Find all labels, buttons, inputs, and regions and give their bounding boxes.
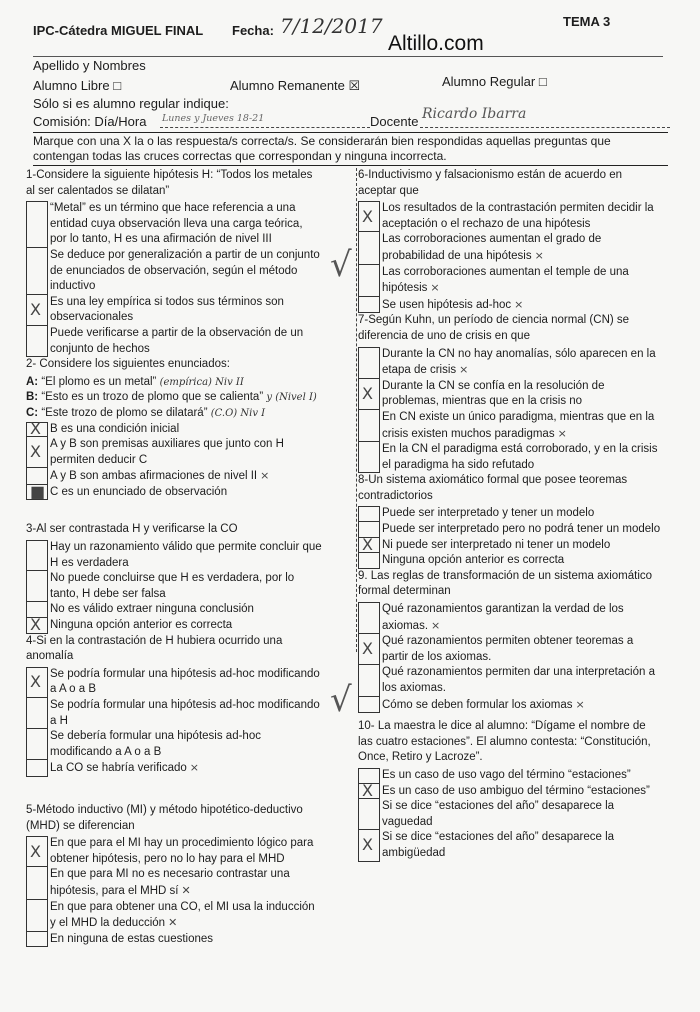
- answer-checkbox[interactable]: [358, 602, 380, 634]
- answer-checkbox[interactable]: [358, 535, 380, 555]
- question-stem: 9. Las reglas de transformación de un sistema axiomático formal determinan: [358, 569, 653, 598]
- option-q8-3[interactable]: [358, 553, 662, 569]
- grader-cross-icon: ×: [575, 697, 585, 711]
- option-text: Las corroboraciones aumentan el grado de probabilidad de una hipótesis: [382, 233, 602, 262]
- option-q10-2[interactable]: [358, 799, 662, 830]
- alumno-remanente-checkbox[interactable]: ☒: [348, 78, 361, 93]
- statement-text: “Este trozo de plomo se dilatará”: [41, 406, 211, 419]
- instructions: Marque con una X la o las respuesta/s correcta/s. Se considerarán bien respondidas aquellas preguntas que contengan todas las cruces correctas que correspondan y ninguna incorrecta.: [33, 134, 611, 163]
- x-mark-icon: X: [30, 841, 41, 861]
- grader-cross-icon: ×: [557, 426, 567, 440]
- option-text: Ninguna opción anterior es correcta: [50, 619, 233, 632]
- option-text: En ninguna de estas cuestiones: [50, 932, 214, 945]
- option-text: En CN existe un único paradigma, mientras que en la crisis existen muchos paradigmas: [382, 410, 655, 440]
- apellido-label: Apellido y Nombres: [33, 58, 146, 73]
- option-text: Es una ley empírica si todos sus términos son observacionales: [50, 295, 284, 324]
- right-column: [358, 168, 662, 862]
- option-text: Se deduce por generalización a partir de un conjunto de enunciados de observación, según el método inductivo: [50, 248, 320, 293]
- option-text: Si se dice “estaciones del año” desaparece la vaguedad: [382, 800, 615, 828]
- option-text: Hay un razonamiento válido que permite concluir que H es verdadera: [50, 541, 322, 569]
- answer-checkbox[interactable]: [358, 665, 380, 696]
- answer-checkbox[interactable]: [26, 326, 48, 357]
- question-stem: 1-Considere la siguiente hipótesis H: “Todos los metales al ser calentados se dilatan”: [26, 169, 313, 197]
- answer-checkbox[interactable]: [26, 836, 48, 867]
- x-mark-icon: X: [30, 615, 41, 635]
- question-q6: [358, 168, 662, 313]
- answer-checkbox[interactable]: [26, 729, 48, 760]
- option-q10-0[interactable]: [358, 768, 662, 784]
- option-text: Qué razonamientos permiten obtener teoremas a partir de los axiomas.: [382, 635, 634, 663]
- option-q5-2[interactable]: [26, 900, 322, 932]
- watermark-altillo: Altillo.com: [388, 32, 484, 55]
- x-mark-icon: X: [30, 672, 41, 692]
- grader-cross-icon: ×: [260, 469, 270, 483]
- option-text: Se usen hipótesis ad-hoc: [382, 298, 512, 311]
- option-text: Ni puede ser interpretado ni tener un modelo: [382, 538, 611, 551]
- x-mark-icon: X: [30, 419, 41, 439]
- option-text: En que para el MI hay un procedimiento lógico para obtener hipótesis, pero no lo hay para el MHD: [50, 837, 314, 865]
- answer-checkbox[interactable]: [358, 781, 380, 801]
- answer-checkbox[interactable]: [26, 760, 48, 777]
- option-text: Se podría formular una hipótesis ad-hoc modificando a A o a B: [50, 667, 320, 696]
- option-q9-3[interactable]: [358, 697, 662, 714]
- option-text: Las corroboraciones aumentan el temple de una hipótesis: [382, 265, 629, 295]
- option-q6-0[interactable]: [358, 201, 662, 232]
- answer-checkbox[interactable]: [358, 634, 380, 665]
- statement-note: (C.O) Niv I: [210, 407, 266, 419]
- answer-checkbox[interactable]: [358, 201, 380, 232]
- option-text: C es un enunciado de observación: [50, 485, 228, 498]
- x-mark-icon: X: [362, 835, 373, 855]
- answer-checkbox[interactable]: [26, 900, 48, 932]
- answer-checkbox[interactable]: [358, 379, 380, 410]
- grader-cross-icon: ×: [534, 248, 544, 262]
- alumno-regular-checkbox[interactable]: □: [538, 74, 547, 89]
- option-text: Cómo se deben formular los axiomas: [382, 698, 573, 711]
- option-q1-1[interactable]: [26, 248, 322, 295]
- answer-checkbox[interactable]: [358, 697, 380, 714]
- question-q5: [26, 803, 322, 947]
- option-text: La CO se habría verificado: [50, 762, 187, 775]
- grader-check-icon: √: [330, 245, 352, 285]
- option-text: No es válido extraer ninguna conclusión: [50, 603, 254, 616]
- option-text: Ninguna opción anterior es correcta: [382, 554, 565, 567]
- option-text: A y B son premisas auxiliares que junto con H permiten deducir C: [50, 438, 284, 466]
- option-q2-2[interactable]: [26, 468, 322, 485]
- option-text: Puede ser interpretado y tener un modelo: [382, 507, 595, 520]
- option-q10-3[interactable]: [358, 830, 662, 861]
- grader-cross-icon: ✕: [181, 883, 191, 897]
- answer-checkbox[interactable]: [358, 799, 380, 830]
- option-text: B es una condición inicial: [50, 422, 180, 435]
- option-text: Se debería formular una hipótesis ad-hoc modificando a A o a B: [50, 730, 261, 758]
- solo-si-label: Sólo si es alumno regular indique:: [33, 96, 229, 111]
- comision-label: Comisión: Día/Hora: [33, 114, 147, 129]
- answer-checkbox[interactable]: [358, 297, 380, 314]
- docente-value: Ricardo Ibarra: [422, 106, 527, 122]
- option-q7-0[interactable]: [358, 347, 662, 379]
- grader-cross-icon: ×: [514, 297, 524, 311]
- option-q1-3[interactable]: [26, 326, 322, 357]
- option-text: Los resultados de la contrastación permiten decidir la aceptación o el rechazo de una hipótesis: [382, 202, 654, 230]
- docente-label: Docente: [370, 114, 419, 129]
- answer-checkbox[interactable]: [26, 482, 48, 502]
- option-text: A y B son ambas afirmaciones de nivel II: [50, 470, 258, 483]
- fecha-value: 7/12/2017: [280, 14, 383, 38]
- x-mark-icon: X: [362, 781, 373, 801]
- option-q9-2[interactable]: [358, 665, 662, 696]
- answer-checkbox[interactable]: [358, 265, 380, 297]
- answer-checkbox[interactable]: [26, 867, 48, 899]
- statement-0: [26, 375, 322, 391]
- option-q7-1[interactable]: [358, 379, 662, 410]
- option-q7-2[interactable]: [358, 410, 662, 442]
- statement-label: C:: [26, 406, 42, 419]
- option-text: Puede verificarse a partir de la observación de un conjunto de hechos: [50, 326, 304, 355]
- option-q4-3[interactable]: [26, 760, 322, 777]
- option-q4-1[interactable]: [26, 698, 322, 729]
- statement-2: [26, 406, 322, 422]
- option-text: Durante la CN se confía en la resolución de problemas, mientras que en la crisis no: [382, 379, 605, 408]
- answer-checkbox[interactable]: [358, 442, 380, 473]
- question-q2: [26, 357, 322, 500]
- question-q8: [358, 473, 662, 569]
- option-q6-3[interactable]: [358, 297, 662, 314]
- answer-checkbox[interactable]: [26, 667, 48, 698]
- grader-cross-icon: ×: [430, 281, 440, 295]
- option-q9-1[interactable]: [358, 634, 662, 665]
- option-q4-0[interactable]: [26, 667, 322, 698]
- option-text: Es un caso de uso vago del término “estaciones”: [382, 768, 631, 781]
- question-stem: 8-Un sistema axiomático formal que posee teoremas contradictorios: [358, 474, 628, 502]
- answer-checkbox[interactable]: [358, 232, 380, 264]
- option-q9-0[interactable]: [358, 602, 662, 634]
- question-stem: 3-Al ser contrastada H y verificarse la CO: [26, 523, 238, 536]
- question-stem: 6-Inductivismo y falsacionismo están de acuerdo en aceptar que: [358, 169, 623, 197]
- x-mark-icon: X: [362, 206, 373, 226]
- tema-label: TEMA 3: [563, 14, 611, 29]
- statement-note: y (Nivel I): [266, 392, 317, 404]
- question-q3: [26, 522, 322, 633]
- answer-checkbox[interactable]: [26, 540, 48, 571]
- question-stem: 5-Método inductivo (MI) y método hipotético-deductivo (MHD) se diferencian: [26, 803, 303, 832]
- answer-checkbox[interactable]: [26, 248, 48, 295]
- question-q1: [26, 168, 322, 357]
- option-q3-0[interactable]: [26, 540, 322, 571]
- option-text: Si se dice “estaciones del año” desaparece la ambigüedad: [382, 831, 615, 859]
- option-q2-0[interactable]: [26, 419, 322, 439]
- option-q8-2[interactable]: [358, 535, 662, 555]
- answer-checkbox[interactable]: [358, 347, 380, 379]
- x-mark-icon: X: [362, 535, 373, 555]
- grader-cross-icon: ×: [431, 618, 441, 632]
- alumno-remanente: Alumno Remanente ☒: [230, 78, 361, 93]
- question-q4: [26, 634, 322, 777]
- alumno-regular: Alumno Regular □: [442, 74, 547, 89]
- answer-checkbox[interactable]: [26, 932, 48, 948]
- statement-text: “El plomo es un metal”: [41, 375, 160, 388]
- option-text: No puede concluirse que H es verdadera, por lo tanto, H debe ser falsa: [50, 572, 295, 600]
- x-mark-icon: X: [362, 639, 373, 659]
- statement-label: B:: [26, 391, 42, 404]
- option-text: Durante la CN no hay anomalías, sólo aparecen en la etapa de crisis: [382, 347, 656, 377]
- x-mark-icon: ■: [30, 482, 46, 502]
- option-q3-3[interactable]: [26, 615, 322, 635]
- option-q2-1[interactable]: [26, 437, 322, 468]
- option-text: Qué razonamientos garantizan la verdad de los axiomas.: [382, 603, 624, 632]
- answer-checkbox[interactable]: [26, 201, 48, 248]
- grader-cross-icon: ✕: [168, 916, 178, 930]
- answer-checkbox[interactable]: [26, 437, 48, 468]
- alumno-libre: Alumno Libre □: [33, 78, 122, 93]
- question-stem: 10- La maestra le dice al alumno: “Dígame el nombre de las cuatro estaciones”. El alumno contesta: “Constitución, Once, Retiro y Lacroze”.: [358, 720, 651, 764]
- left-column: [26, 168, 322, 947]
- option-q5-3[interactable]: [26, 932, 322, 948]
- question-stem: 7-Según Kuhn, un período de ciencia normal (CN) se diferencia de uno de crisis en que: [358, 314, 630, 342]
- option-text: “Metal” es un término que hace referencia a una entidad cuya observación lleva una carga teórica, por lo tanto, H es una afirmación de nivel III: [50, 202, 303, 246]
- grader-cross-icon: ×: [189, 761, 200, 775]
- option-text: En la CN el paradigma está corroborado, y en la crisis el paradigma ha sido refutado: [382, 443, 658, 471]
- grader-check-icon-2: √: [330, 680, 352, 720]
- option-text: Es un caso de uso ambiguo del término “estaciones”: [382, 784, 650, 797]
- statement-label: A:: [26, 375, 42, 388]
- option-q4-2[interactable]: [26, 729, 322, 760]
- answer-checkbox[interactable]: [358, 553, 380, 569]
- option-text: Se podría formular una hipótesis ad-hoc modificando a H: [50, 699, 320, 727]
- question-q10: [358, 719, 662, 861]
- answer-checkbox[interactable]: [26, 419, 48, 439]
- answer-checkbox[interactable]: [26, 615, 48, 635]
- option-text: Puede ser interpretado pero no podrá tener un modelo: [382, 523, 661, 536]
- option-q10-1[interactable]: [358, 781, 662, 801]
- question-q9: [358, 569, 662, 713]
- option-text: En que para obtener una CO, el MI usa la inducción y el MHD la deducción: [50, 900, 315, 930]
- option-text: Qué razonamientos permiten dar una interpretación a los axiomas.: [382, 666, 655, 694]
- x-mark-icon: X: [30, 300, 41, 320]
- question-q7: [358, 313, 662, 473]
- x-mark-icon: X: [362, 384, 373, 404]
- option-q2-3[interactable]: [26, 482, 322, 502]
- statement-note: (empírica) Niv II: [159, 376, 244, 388]
- option-q6-2[interactable]: [358, 265, 662, 297]
- option-q1-0[interactable]: [26, 201, 322, 248]
- question-stem: 4-Si en la contrastación de H hubiera ocurrido una anomalía: [26, 634, 283, 663]
- comision-value: Lunes y Jueves 18-21: [162, 113, 265, 124]
- grader-cross-icon: ×: [459, 363, 469, 377]
- option-q3-2[interactable]: [26, 602, 322, 618]
- option-q5-1[interactable]: [26, 867, 322, 899]
- answer-checkbox[interactable]: [358, 830, 380, 861]
- answer-checkbox[interactable]: [358, 506, 380, 522]
- answer-checkbox[interactable]: [26, 698, 48, 729]
- option-q3-1[interactable]: [26, 571, 322, 602]
- answer-checkbox[interactable]: [26, 295, 48, 326]
- question-stem: 2- Considere los siguientes enunciados:: [26, 358, 230, 371]
- statement-1: [26, 390, 322, 406]
- option-text: En que para MI no es necesario contrastar una hipótesis, para el MHD sí: [50, 868, 290, 897]
- statement-text: “Esto es un trozo de plomo que se calienta”: [41, 391, 267, 404]
- alumno-libre-checkbox[interactable]: □: [113, 78, 122, 93]
- option-q5-0[interactable]: [26, 836, 322, 867]
- fecha-label: Fecha:: [232, 23, 274, 38]
- option-q7-3[interactable]: [358, 442, 662, 473]
- answer-checkbox[interactable]: [358, 410, 380, 442]
- option-q8-1[interactable]: [358, 522, 662, 538]
- option-q8-0[interactable]: [358, 506, 662, 522]
- institution-title: IPC-Cátedra MIGUEL FINAL: [33, 23, 204, 38]
- option-q6-1[interactable]: [358, 232, 662, 264]
- option-q1-2[interactable]: [26, 295, 322, 326]
- answer-checkbox[interactable]: [26, 571, 48, 602]
- x-mark-icon: X: [30, 442, 41, 462]
